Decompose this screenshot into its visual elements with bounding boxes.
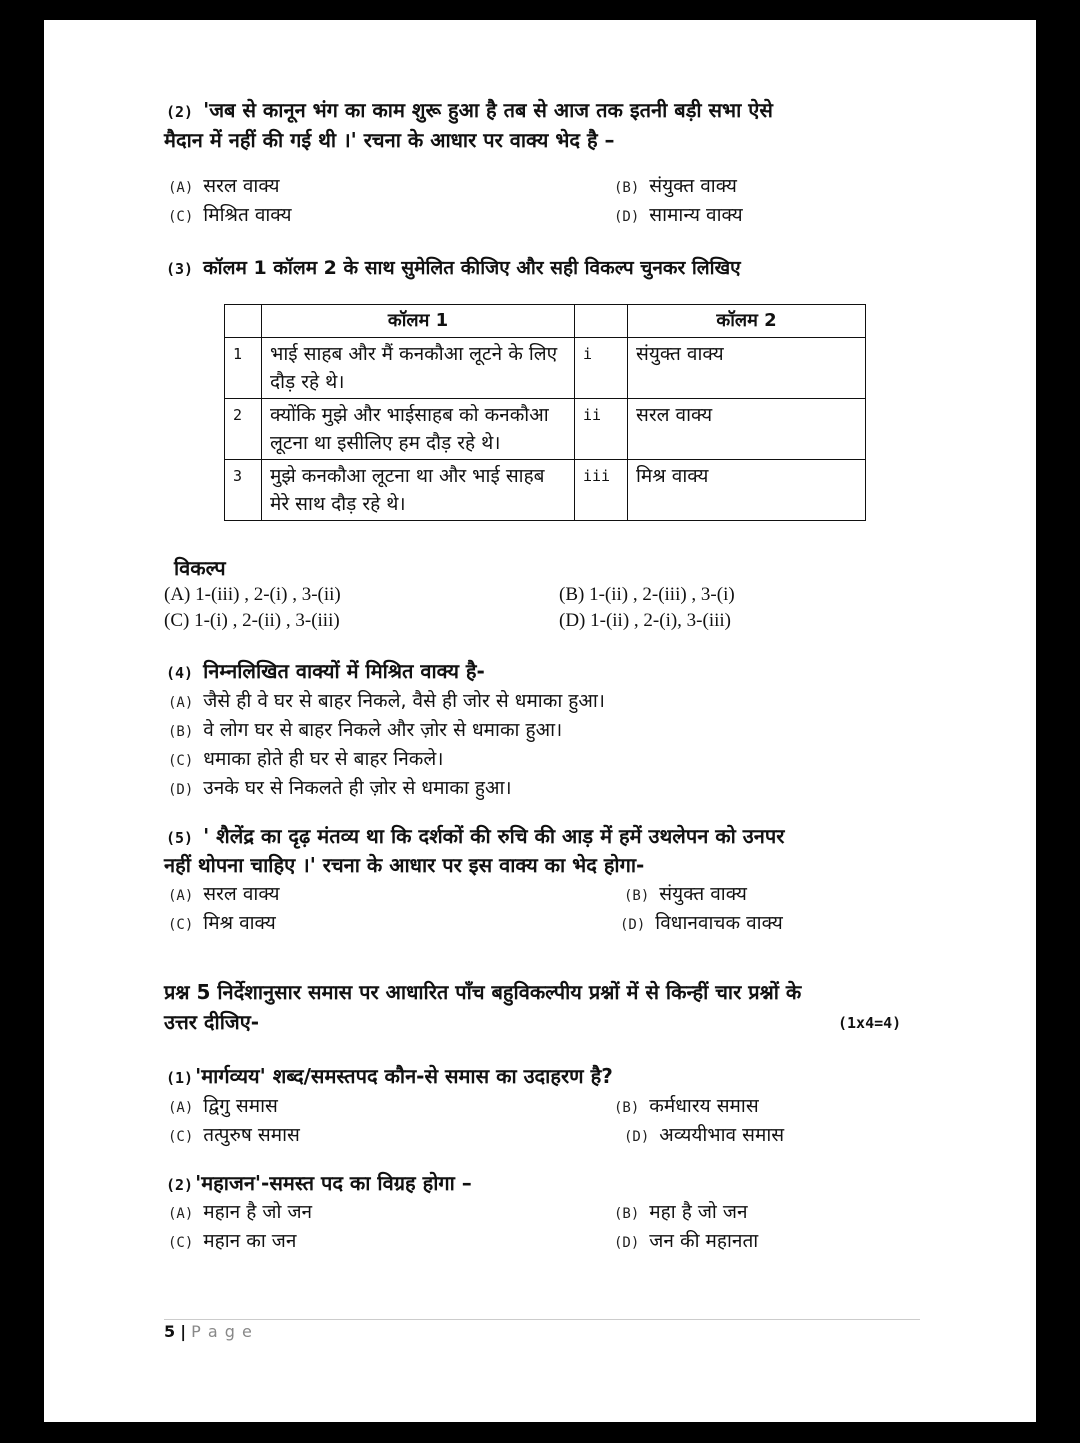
option-label: (D) xyxy=(614,1235,640,1251)
option-text: विधानवाचक वाक्य xyxy=(655,912,783,934)
option-label: (B) xyxy=(624,888,650,904)
footer-separator: | xyxy=(180,1322,187,1341)
option-label: (A) xyxy=(168,1100,194,1116)
q2-option-b xyxy=(614,172,737,198)
roman-numeral: iii xyxy=(575,460,628,521)
option-text: मिश्र वाक्य xyxy=(203,912,276,934)
table-header-row xyxy=(225,305,866,338)
s5q2-text: 'महाजन'-समस्त पद का विग्रह होगा – xyxy=(195,1171,472,1195)
q4-option-b xyxy=(168,716,562,742)
row-number: 2 xyxy=(225,399,262,460)
s5q1-text: 'मार्गव्यय' शब्द/समस्तपद कौन-से समास का उदाहरण है? xyxy=(195,1064,613,1088)
option-text: जैसे ही वे घर से बाहर निकले, वैसे ही जोर से धमाका हुआ। xyxy=(203,690,605,712)
option-text: कर्मधारय समास xyxy=(649,1095,759,1117)
matching-table xyxy=(224,304,866,521)
option-label: (B) xyxy=(168,724,194,740)
s5q1-number: (1) xyxy=(166,1069,194,1087)
q4-option-c xyxy=(168,745,443,771)
q5-line2: नहीं थोपना चाहिए ।' रचना के आधार पर इस वाक्य का भेद होगा- xyxy=(164,853,645,877)
section5-line1: प्रश्न 5 निर्देशानुसार समास पर आधारित पाँच बहुविकल्पीय प्रश्नों में से किन्हीं चार प्रश्नों के xyxy=(164,980,802,1004)
q3-text: कॉलम 1 कॉलम 2 के साथ सुमेलित कीजिए और सही विकल्प चुनकर लिखिए xyxy=(203,257,741,279)
q3-option-b: (B) 1-(ii) , 2-(iii) , 3-(i) xyxy=(559,584,735,605)
option-text: महा है जो जन xyxy=(649,1201,748,1223)
q5-text1: ' शैलेंद्र का दृढ़ मंतव्य था कि दर्शकों की रुचि की आड़ में हमें उथलेपन को उनपर xyxy=(203,824,785,848)
s5q2-option-a xyxy=(168,1198,312,1224)
option-label: (C) xyxy=(168,1235,194,1251)
row-number: 1 xyxy=(225,338,262,399)
section5-line2: उत्तर दीजिए- xyxy=(164,1010,260,1034)
page-footer xyxy=(164,1322,253,1341)
header-blank xyxy=(225,305,262,338)
row-number: 3 xyxy=(225,460,262,521)
q4-line xyxy=(166,657,485,684)
s5q2-number: (2) xyxy=(166,1176,194,1194)
s5q2-option-c xyxy=(168,1227,296,1253)
option-text: संयुक्त वाक्य xyxy=(659,883,747,905)
option-label: (C) xyxy=(168,1129,194,1145)
s5q1-option-c xyxy=(168,1121,300,1147)
option-text: महान का जन xyxy=(203,1230,297,1252)
col2-header: कॉलम 2 xyxy=(628,305,866,338)
footer-divider xyxy=(164,1319,920,1320)
option-label: (D) xyxy=(620,917,646,933)
q4-option-a xyxy=(168,687,605,713)
col2-cell: सरल वाक्य xyxy=(628,399,866,460)
q5-option-a xyxy=(168,880,280,906)
s5q2-option-d xyxy=(614,1227,758,1253)
option-text: सरल वाक्य xyxy=(203,175,280,197)
option-text: सामान्य वाक्य xyxy=(649,204,743,226)
col1-cell: भाई साहब और मैं कनकौआ लूटने के लिए दौड़ रहे थे। xyxy=(262,338,575,399)
q5-number: (5) xyxy=(166,829,194,847)
option-label: (B) xyxy=(614,180,640,196)
header-blank xyxy=(575,305,628,338)
col2-cell: मिश्र वाक्य xyxy=(628,460,866,521)
q3-number: (3) xyxy=(166,260,194,278)
q4-number: (4) xyxy=(166,664,194,682)
s5q1-option-b xyxy=(614,1092,759,1118)
option-label: (A) xyxy=(168,695,194,711)
option-text: द्विगु समास xyxy=(203,1095,278,1117)
option-label: (B) xyxy=(614,1206,640,1222)
table-row xyxy=(225,338,866,399)
col1-cell: क्योंकि मुझे और भाईसाहब को कनकौआ लूटना था इसीलिए हम दौड़ रहे थे। xyxy=(262,399,575,460)
option-label: (B) xyxy=(614,1100,640,1116)
q2-line1 xyxy=(166,96,773,123)
s5q2-line xyxy=(166,1169,472,1196)
option-label: (A) xyxy=(168,888,194,904)
s5q2-option-b xyxy=(614,1198,748,1224)
q3-option-d: (D) 1-(ii) , 2-(i), 3-(iii) xyxy=(559,610,731,631)
q3-option-a: (A) 1-(iii) , 2-(i) , 3-(ii) xyxy=(164,584,341,605)
col1-cell: मुझे कनकौआ लूटना था और भाई साहब मेरे साथ दौड़ रहे थे। xyxy=(262,460,575,521)
q2-option-c xyxy=(168,201,292,227)
q3-line xyxy=(166,254,741,280)
option-text: धमाका होते ही घर से बाहर निकले। xyxy=(203,748,444,770)
option-label: (C) xyxy=(168,917,194,933)
option-text: उनके घर से निकलते ही ज़ोर से धमाका हुआ। xyxy=(203,777,512,799)
page-number: 5 xyxy=(164,1322,176,1341)
s5q1-option-a xyxy=(168,1092,278,1118)
q5-line1 xyxy=(166,822,784,849)
option-label: (D) xyxy=(614,209,640,225)
option-text: संयुक्त वाक्य xyxy=(649,175,737,197)
document-page xyxy=(44,20,1036,1422)
option-text: तत्पुरुष समास xyxy=(203,1124,300,1146)
q3-option-c: (C) 1-(i) , 2-(ii) , 3-(iii) xyxy=(164,610,340,631)
option-label: (D) xyxy=(624,1129,650,1145)
option-text: अव्ययीभाव समास xyxy=(659,1124,785,1146)
option-text: महान है जो जन xyxy=(203,1201,313,1223)
q2-number: (2) xyxy=(166,103,194,121)
q2-option-d xyxy=(614,201,743,227)
vikalp-label: विकल्प xyxy=(174,556,226,580)
option-text: मिश्रित वाक्य xyxy=(203,204,292,226)
col2-cell: संयुक्त वाक्य xyxy=(628,338,866,399)
option-text: सरल वाक्य xyxy=(203,883,280,905)
q5-option-b xyxy=(624,880,747,906)
q5-option-d xyxy=(620,909,783,935)
page-word: P a g e xyxy=(191,1322,253,1341)
option-label: (A) xyxy=(168,1206,194,1222)
q2-line2: मैदान में नहीं की गई थी ।' रचना के आधार पर वाक्य भेद है – xyxy=(164,128,615,152)
q4-text: निम्नलिखित वाक्यों में मिश्रित वाक्य है- xyxy=(203,659,485,683)
q2-option-a xyxy=(168,172,280,198)
s5q1-option-d xyxy=(624,1121,784,1147)
col1-header: कॉलम 1 xyxy=(262,305,575,338)
table-row xyxy=(225,460,866,521)
option-label: (D) xyxy=(168,782,194,798)
q4-option-d xyxy=(168,774,512,800)
table-row xyxy=(225,399,866,460)
roman-numeral: ii xyxy=(575,399,628,460)
option-text: वे लोग घर से बाहर निकले और ज़ोर से धमाका हुआ। xyxy=(203,719,563,741)
option-label: (C) xyxy=(168,209,194,225)
s5q1-line xyxy=(166,1062,613,1089)
marks-label: (1x4=4) xyxy=(838,1014,902,1032)
option-label: (C) xyxy=(168,753,194,769)
q2-text1: 'जब से कानून भंग का काम शुरू हुआ है तब से आज तक इतनी बड़ी सभा ऐसे xyxy=(203,98,773,122)
option-label: (A) xyxy=(168,180,194,196)
q5-option-c xyxy=(168,909,276,935)
roman-numeral: i xyxy=(575,338,628,399)
option-text: जन की महानता xyxy=(649,1230,759,1252)
